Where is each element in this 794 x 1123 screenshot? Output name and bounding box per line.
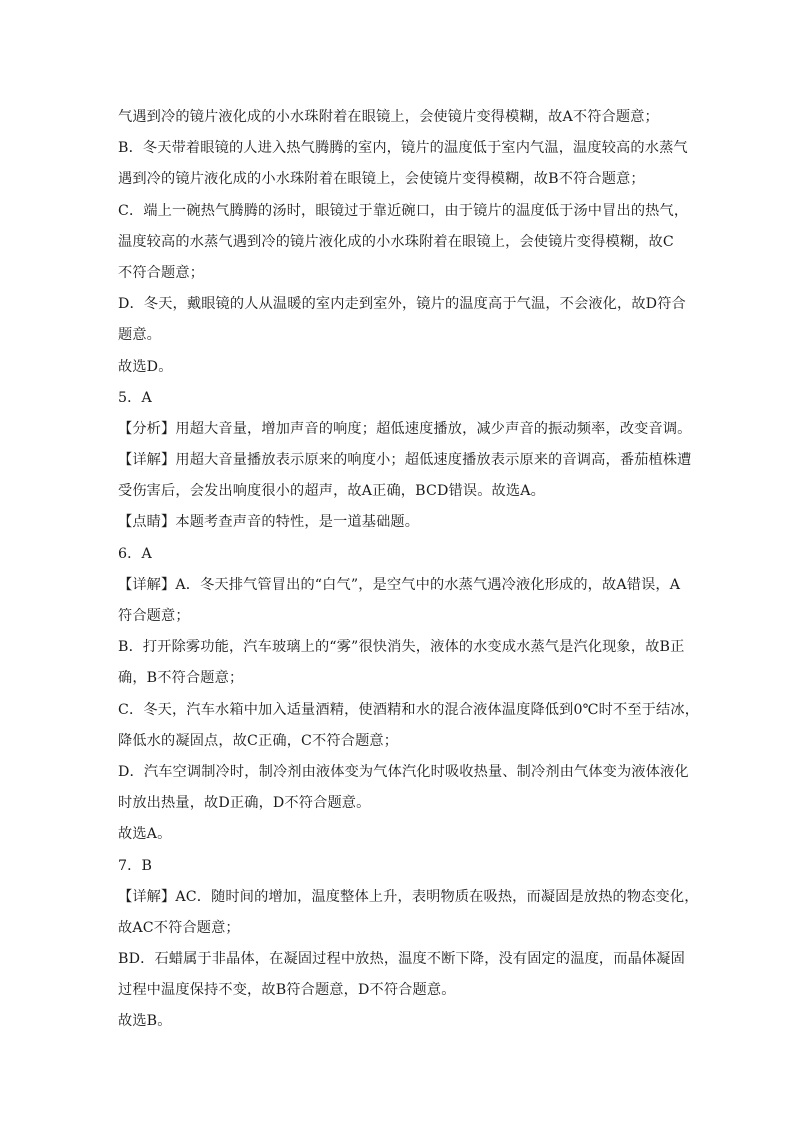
text-line: 降低水的凝固点，故C正确，C不符合题意； (118, 732, 399, 749)
text-line: 气遇到冷的镜片液化成的小水珠附着在眼镜上，会使镜片变得模糊，故A不符合题意； (118, 109, 659, 125)
text-line: D．汽车空调制冷时，制冷剂由液体变为气体汽化时吸收热量、制冷剂由气体变为液体液化 (118, 763, 689, 780)
text-line: 确，B不符合题意； (118, 670, 244, 687)
text-line: 受伤害后，会发出响度很小的超声，故A正确，BCD错误。故选A。 (118, 483, 545, 500)
analysis-line: 【分析】用超大音量，增加声音的响度；超低速度播放，减少声音的振动频率，改变音调。 (118, 420, 692, 437)
question-number: 7．B (118, 857, 153, 874)
answer-conclusion: 故选D。 (118, 358, 173, 375)
text-line: B．打开除雾功能，汽车玻璃上的“雾”很快消失，液体的水变成水蒸气是汽化现象，故B正 (118, 639, 685, 656)
answer-conclusion: 故选A。 (118, 826, 172, 843)
answer-text-body (118, 102, 700, 1038)
text-line: 故AC不符合题意； (118, 919, 240, 936)
text-line: BD．石蜡属于非晶体，在凝固过程中放热，温度不断下降，没有固定的温度，而晶体凝固 (118, 951, 685, 968)
text-line: B．冬天带着眼镜的人进入热气腾腾的室内，镜片的温度低于室内气温，温度较高的水蒸气 (118, 140, 688, 157)
explanation-line: 【详解】A．冬天排气管冒出的“白气”，是空气中的水蒸气遇冷液化形成的，故A错误，A (118, 576, 681, 593)
text-line: 符合题意； (118, 608, 190, 624)
text-line: 时放出热量，故D正确，D不符合题意。 (118, 795, 371, 812)
text-line: 题意。 (118, 327, 162, 344)
question-number: 5．A (118, 389, 152, 406)
comment-line: 【点睛】本题考查声音的特性，是一道基础题。 (118, 514, 420, 531)
text-line: 过程中温度保持不变，故B符合题意，D不符合题意。 (118, 982, 456, 999)
text-line: 不符合题意； (118, 264, 205, 281)
text-line: C．冬天，汽车水箱中加入适量酒精，使酒精和水的混合液体温度降低到0℃时不至于结冰， (118, 701, 700, 718)
text-line: 温度较高的水蒸气遇到冷的镜片液化成的小水珠附着在眼镜上，会使镜片变得模糊，故C (118, 233, 674, 250)
text-line: 遇到冷的镜片液化成的小水珠附着在眼镜上，会使镜片变得模糊，故B不符合题意； (118, 171, 645, 188)
text-line: D．冬天，戴眼镜的人从温暖的室内走到室外，镜片的温度高于气温，不会液化，故D符合 (118, 296, 686, 313)
question-number: 6．A (118, 545, 152, 562)
text-line: C．端上一碗热气腾腾的汤时，眼镜过于靠近碗口，由于镜片的温度低于汤中冒出的热气， (118, 202, 689, 219)
answer-conclusion: 故选B。 (118, 1013, 172, 1030)
explanation-line: 【详解】用超大音量播放表示原来的响度小；超低速度播放表示原来的音调高，番茄植株遭 (118, 452, 692, 469)
explanation-line: 【详解】AC．随时间的增加，温度整体上升，表明物质在吸热，而凝固是放热的物态变化， (118, 888, 699, 905)
